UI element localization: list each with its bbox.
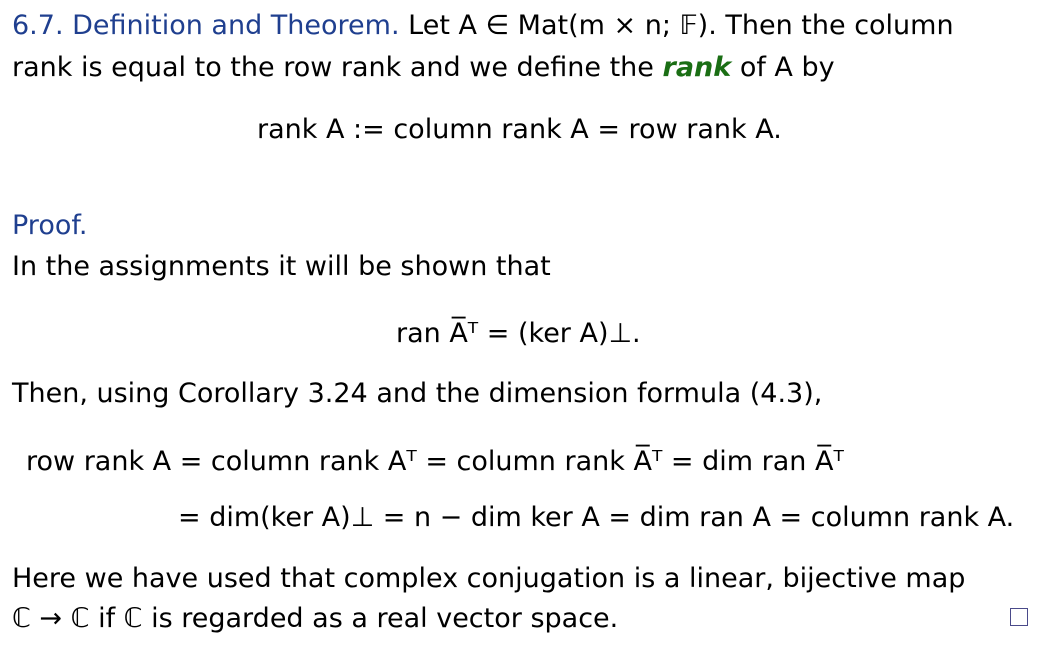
definition-let: Let [408,10,450,41]
aligned-equation-row-1: row rank A = column rank Aᵀ = column rank A̅ᵀ = dim ran A̅ᵀ [26,446,844,477]
proof-line-2: Then, using Corollary 3.24 and the dimension formula (4.3), [12,378,823,409]
definition-matrix-space: A ∈ Mat(m × n; 𝔽). [458,10,717,41]
definition-text: rank is equal to the row rank and we define the [12,52,654,83]
proof-line-1: In the assignments it will be shown that [12,251,551,282]
proof-heading: Proof. [12,210,88,241]
definition-line-2 [12,50,835,86]
definition-title: 6.7. Definition and Theorem. [12,10,400,41]
proof-closing-line-2: ℂ → ℂ if ℂ is regarded as a real vector space. [12,603,619,634]
definition-text-end: of A by [739,52,835,83]
definition-then: Then the column [725,10,954,41]
aligned-equation-row-2: = dim(ker A)⊥ = n − dim ker A = dim ran A = column rank A. [178,502,1015,533]
definition-line-1 [12,8,954,44]
proof-equation-1: ran A̅ᵀ = (ker A)⊥. [396,318,641,349]
keyword-rank: rank [662,52,732,83]
proof-closing-line-1: Here we have used that complex conjugation is a linear, bijective map [12,563,966,594]
definition-equation: rank A := column rank A = row rank A. [257,114,782,145]
qed-square-icon [1010,608,1028,626]
